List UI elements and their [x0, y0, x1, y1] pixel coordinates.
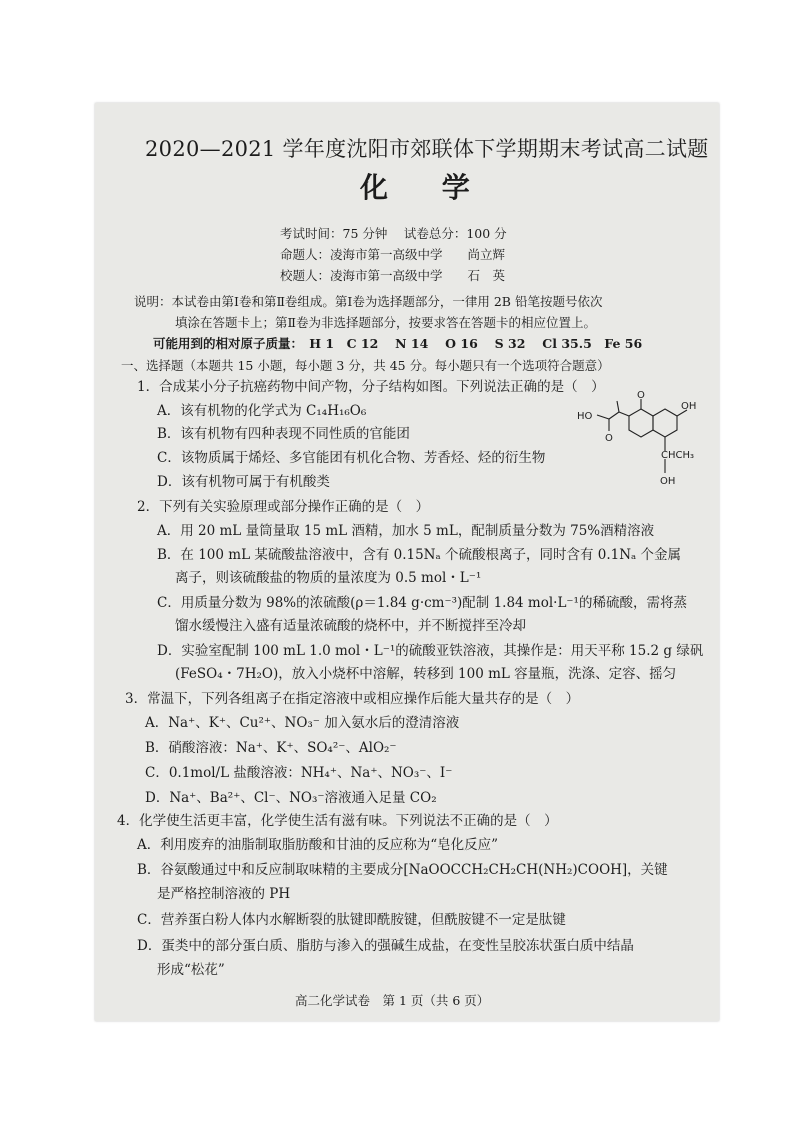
exam-paper — [95, 103, 719, 1021]
question-2-option-c: C．用质量分数为 98%的浓硫酸(ρ＝1.84 g·cm⁻³)配制 1.84 mol·L⁻¹的稀硫酸，需将蒸 — [157, 595, 687, 611]
question-2-stem: 2．下列有关实验原理或部分操作正确的是（ ） — [137, 499, 430, 515]
question-1-option-b: B．该有机物有四种表现不同性质的官能团 — [157, 426, 410, 442]
section-heading: 一、选择题（本题共 15 小题，每小题 3 分，共 45 分。每小题只有一个选项符合题意） — [121, 358, 610, 373]
question-4-option-d-cont: 形成“松花” — [157, 962, 225, 978]
phenol-oh-label: OH — [681, 401, 697, 412]
question-4-option-b-cont: 是严格控制溶液的 PH — [157, 886, 291, 902]
carbonyl-o-label: O — [637, 391, 645, 401]
page-footer: 高二化学试卷 第 1 页（共 6 页） — [295, 993, 490, 1008]
question-3-stem: 3．常温下，下列各组离子在指定溶液中或相应操作后能大量共存的是（ ） — [125, 691, 580, 707]
molecular-structure-svg — [565, 391, 705, 491]
question-1-option-d: D．该有机物可属于有机酸类 — [157, 474, 330, 490]
question-2-option-a: A．用 20 mL 量筒量取 15 mL 酒精，加水 5 mL，配制质量分数为 75%酒精溶液 — [157, 523, 655, 539]
question-4-stem: 4．化学使生活更丰富，化学使生活有滋有味。下列说法不正确的是（ ） — [117, 813, 558, 829]
exam-time-line: 考试时间：75 分钟 试卷总分：100 分 — [280, 226, 507, 241]
bottom-oh-label: OH — [660, 476, 676, 487]
question-3-option-a: A．Na⁺、K⁺、Cu²⁺、NO₃⁻ 加入氨水后的澄清溶液 — [145, 715, 460, 731]
side-chain-bond-1 — [619, 412, 629, 416]
question-3-option-d: D．Na⁺、Ba²⁺、Cl⁻、NO₃⁻溶液通入足量 CO₂ — [145, 790, 437, 806]
benzene-ring — [653, 409, 677, 437]
methyl-bond — [617, 401, 619, 412]
question-1-stem: 1．合成某小分子抗癌药物中间产物，分子结构如图。下列说法正确的是（ ） — [137, 379, 605, 395]
molecular-structure-figure — [565, 391, 705, 491]
question-4-option-c: C．营养蛋白粉人体内水解断裂的肽键即酰胺键，但酰胺键不一定是肽键 — [137, 912, 566, 928]
ketone-o-label: O — [605, 433, 613, 444]
question-4-option-b: B．谷氨酸通过中和反应制取味精的主要成分[NaOOCCH₂CH₂CH(NH₂)COOH]，关键 — [137, 862, 668, 878]
question-3-option-b: B．硝酸溶液：Na⁺、K⁺、SO₄²⁻、AlO₂⁻ — [145, 740, 397, 756]
question-4-option-d: D．蛋类中的部分蛋白质、脂肪与渗入的强碱生成盐，在变性呈胶冻状蛋白质中结晶 — [137, 938, 634, 954]
side-chain-bond-2 — [609, 412, 619, 419]
author-line: 命题人：凌海市第一高级中学 尚立辉 — [280, 247, 506, 262]
question-2-option-c-cont: 馏水缓慢注入盛有适量浓硫酸的烧杯中，并不断搅拌至冷却 — [175, 618, 526, 634]
pyrone-ring — [629, 409, 653, 437]
question-2-option-b-cont: 离子，则该硫酸盐的物质的量浓度为 0.5 mol・L⁻¹ — [175, 570, 482, 586]
instructions-line-1: 说明：本试卷由第Ⅰ卷和第Ⅱ卷组成。第Ⅰ卷为选择题部分，一律用 2B 铅笔按题号依次 — [134, 294, 603, 309]
chch3-label: CHCH₃ — [661, 450, 695, 461]
question-1-option-a: A．该有机物的化学式为 C₁₄H₁₆O₆ — [157, 403, 367, 419]
question-1-option-c: C．该物质属于烯烃、多官能团有机化合物、芳香烃、烃的衍生物 — [157, 450, 546, 466]
ho-bond — [597, 415, 609, 419]
question-2-option-d: D．实验室配制 100 mL 1.0 mol・L⁻¹的硫酸亚铁溶液，其操作是：用天平称 15.2 g 绿矾 — [157, 643, 704, 659]
question-3-option-c: C．0.1mol/L 盐酸溶液：NH₄⁺、Na⁺、NO₃⁻、I⁻ — [145, 765, 453, 781]
instructions-line-2: 填涂在答题卡上；第Ⅱ卷为非选择题部分，按要求答在答题卡的相应位置上。 — [175, 315, 596, 330]
exam-title: 2020—2021 学年度沈阳市郊联体下学期期末考试高二试题 — [145, 137, 709, 161]
question-2-option-d-cont: (FeSO₄・7H₂O)，放入小烧杯中溶解，转移到 100 mL 容量瓶，洗涤、定容、摇匀 — [175, 666, 677, 682]
proofreader-line: 校题人：凌海市第一高级中学 石 英 — [280, 268, 506, 283]
question-4-option-a: A．利用废弃的油脂制取脂肪酸和甘油的反应称为“皂化反应” — [137, 837, 499, 853]
question-2-option-b: B．在 100 mL 某硫酸盐溶液中，含有 0.15Nₐ 个硫酸根离子，同时含有 0.1Nₐ 个金属 — [157, 547, 682, 563]
atomic-mass-line: 可能用到的相对原子质量： H 1 C 12 N 14 O 16 S 32 Cl 35.5 Fe 56 — [153, 336, 643, 351]
ho-label: HO — [577, 411, 593, 422]
subject-heading: 化 学 — [360, 171, 492, 204]
